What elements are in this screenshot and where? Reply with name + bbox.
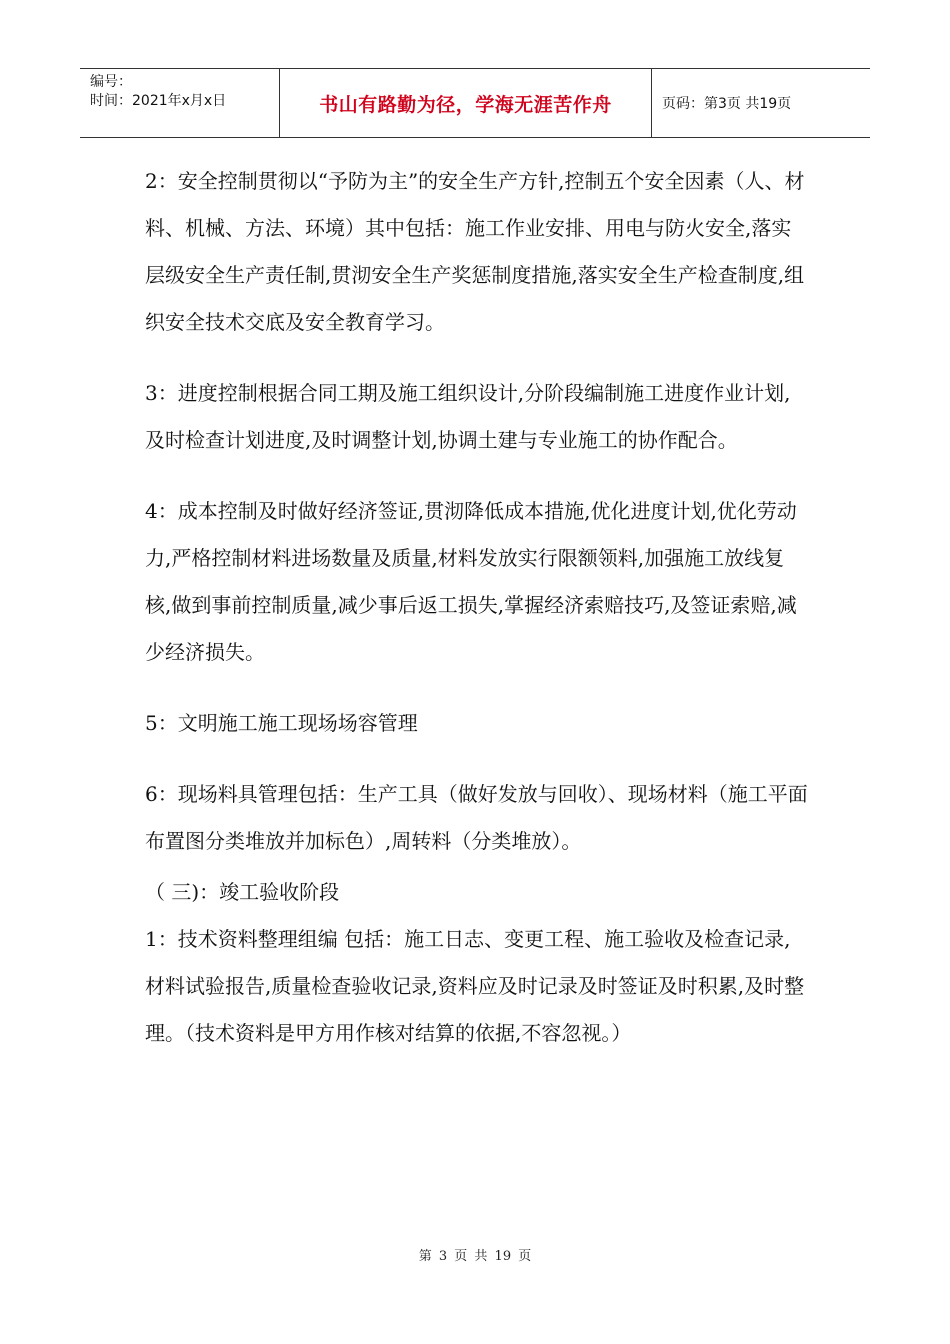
doc-number: 编号： <box>90 74 132 90</box>
paragraph-schedule-control: 3：进度控制根据合同工期及施工组织设计,分阶段编制施工进度作业计划,及时检查计划进度,及时调整计划,协调土建与专业施工的协作配合。 <box>145 381 791 452</box>
document-body <box>145 158 810 1057</box>
header-meta <box>80 69 280 137</box>
doc-time: 时间：2021年x月x日 <box>90 93 227 109</box>
page-footer <box>0 1245 950 1264</box>
paragraph-civilized-construction: 5：文明施工施工现场场容管理 <box>145 711 418 735</box>
header-page-info <box>652 69 870 137</box>
footer-page-number: 第 3 页 共 19 页 <box>418 1249 532 1264</box>
paragraph-safety-control: 2：安全控制贯彻以“予防为主”的安全生产方针,控制五个安全因素（人、材料、机械、方法、环境）其中包括：施工作业安排、用电与防火安全,落实层级安全生产责任制,贯沏安全生产奖惩制度措施,落实安全生产检查制度,组织安全技术交底及安全教育学习。 <box>145 169 805 334</box>
section-heading-completion: （ 三)：竣工验收阶段 <box>145 880 340 904</box>
page-info-text: 页码：第3页 共19页 <box>662 96 792 112</box>
paragraph-materials-management: 6：现场料具管理包括：生产工具（做好发放与回收）、现场材料（施工平面布置图分类堆放并加标色）,周转料（分类堆放）。 <box>145 782 808 853</box>
page-header <box>80 68 870 138</box>
paragraph-cost-control: 4：成本控制及时做好经济签证,贯沏降低成本措施,优化进度计划,优化劳动力,严格控制材料进场数量及质量,材料发放实行限额领料,加强施工放线复核,做到事前控制质量,减少事后返工损失,掌握经济索赔技巧,及签证索赔,减少经济损失。 <box>145 499 797 664</box>
header-motto-cell <box>280 69 652 137</box>
paragraph-technical-documents: 1：技术资料整理组编 包括：施工日志、变更工程、施工验收及检查记录,材料试验报告,质量检查验收记录,资料应及时记录及时签证及时积累,及时整理。（技术资料是甲方用作核对结算的依据,不容忽视。） <box>145 927 805 1045</box>
motto-text: 书山有路勤为径，学海无涯苦作舟 <box>319 93 612 116</box>
